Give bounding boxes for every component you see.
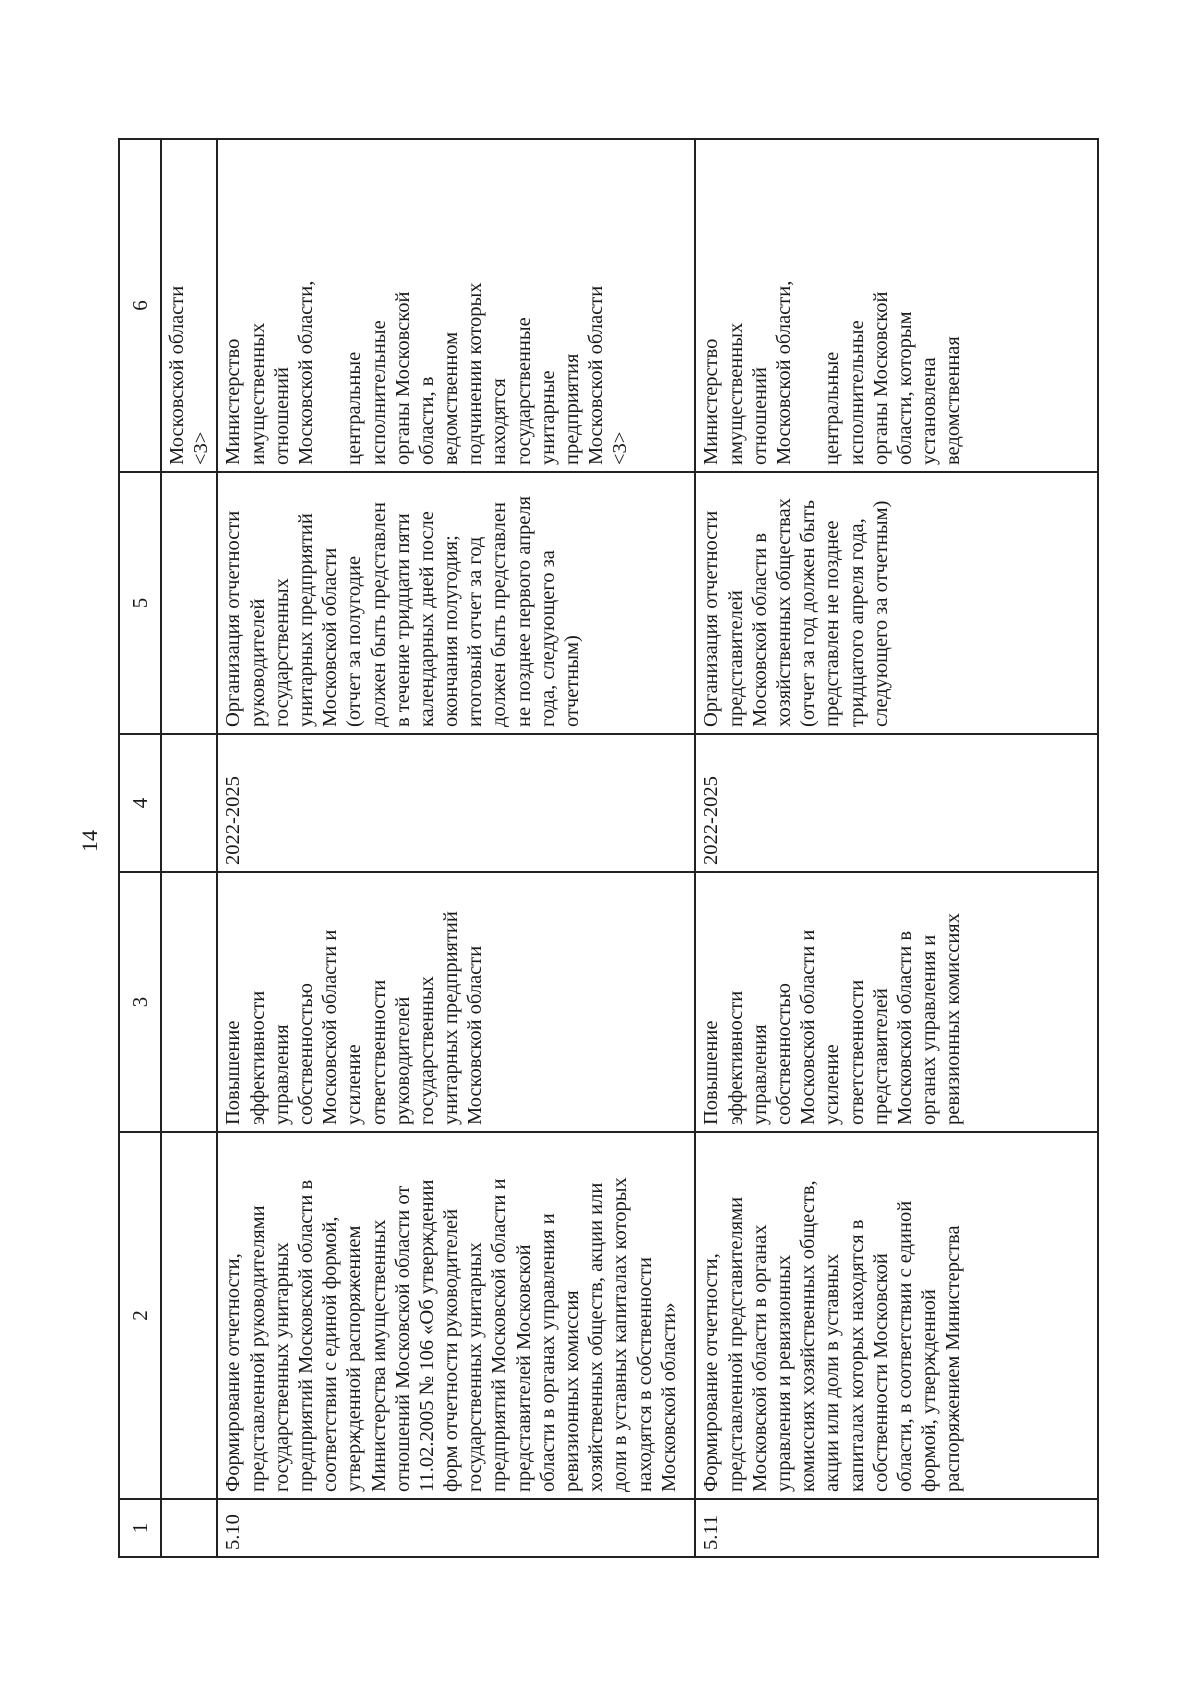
cont-col-6-executor: Московской области <3> bbox=[161, 139, 217, 472]
cont-col-1 bbox=[161, 1499, 217, 1557]
header-col-3: 3 bbox=[119, 872, 161, 1132]
cont-col-3 bbox=[161, 872, 217, 1132]
header-col-2: 2 bbox=[119, 1132, 161, 1499]
row-period: 2022-2025 bbox=[217, 734, 695, 872]
row-number: 5.11 bbox=[695, 1499, 1098, 1557]
plan-table bbox=[118, 138, 1099, 1558]
table-row bbox=[695, 139, 1098, 1557]
rotated-table-page bbox=[118, 140, 1188, 1558]
row-result: Организация отчетности представителей Московской области в хозяйственных обществах (отчет за год должен быть представлен не позднее тридцатого апреля года, следующего за отчетным) bbox=[695, 472, 1098, 734]
header-col-4: 4 bbox=[119, 734, 161, 872]
row-description: Формирование отчетности, представленной руководителями государственных унитарных предприятий Московской области в соответствии с единой формой, утвержденной распоряжением Министерства имущественных отношений Московской области от 11.02.2005 № 106 «Об утверждении форм отчетности руководителей государственных унитарных предприятий Московской области и представителей Московской области в органах управления и ревизионных комиссия хозяйственных обществ, акции или доли в уставных капиталах которых находятся в собственности Московской области» bbox=[217, 1132, 695, 1499]
row-description: Формирование отчетности, представленной представителями Московской области в органах управления и ревизионных комиссиях хозяйственных обществ, акции или доли в уставных капиталах которых находятся в собственности Московской области, в соответствии с единой формой, утвержденной распоряжением Министерства bbox=[695, 1132, 1098, 1499]
row-period: 2022-2025 bbox=[695, 734, 1098, 872]
continuation-row bbox=[161, 139, 217, 1557]
header-col-6: 6 bbox=[119, 139, 161, 472]
row-number: 5.10 bbox=[217, 1499, 695, 1557]
page-number: 14 bbox=[77, 830, 102, 852]
cont-col-4 bbox=[161, 734, 217, 872]
row-result: Организация отчетности руководителей государственных унитарных предприятий Московской области (отчет за полугодие должен быть представлен в течение тридцати пяти календарных дней после окончания полугодия; итоговый отчет за год должен быть представлен не позднее первого апреля года, следующего за отчетным) bbox=[217, 472, 695, 734]
row-goal: Повышение эффективности управления собственностью Московской области и усиление ответственности представителей Московской области в органах управления и ревизионных комиссиях bbox=[695, 872, 1098, 1132]
cont-col-2 bbox=[161, 1132, 217, 1499]
header-col-1: 1 bbox=[119, 1499, 161, 1557]
row-executor: Министерство имущественных отношений Московской области, центральные исполнительные органы Московской области, которым установлена ведомственная bbox=[695, 139, 1098, 472]
header-col-5: 5 bbox=[119, 472, 161, 734]
row-executor: Министерство имущественных отношений Московской области, центральные исполнительные органы Московской области, в ведомственном подчинении которых находятся государственные унитарные предприятия Московской области <3> bbox=[217, 139, 695, 472]
table-row bbox=[217, 139, 695, 1557]
table-header-row bbox=[119, 139, 161, 1557]
cont-col-5 bbox=[161, 472, 217, 734]
row-goal: Повышение эффективности управления собственностью Московской области и усиление ответственности руководителей государственных унитарных предприятий Московской области bbox=[217, 872, 695, 1132]
